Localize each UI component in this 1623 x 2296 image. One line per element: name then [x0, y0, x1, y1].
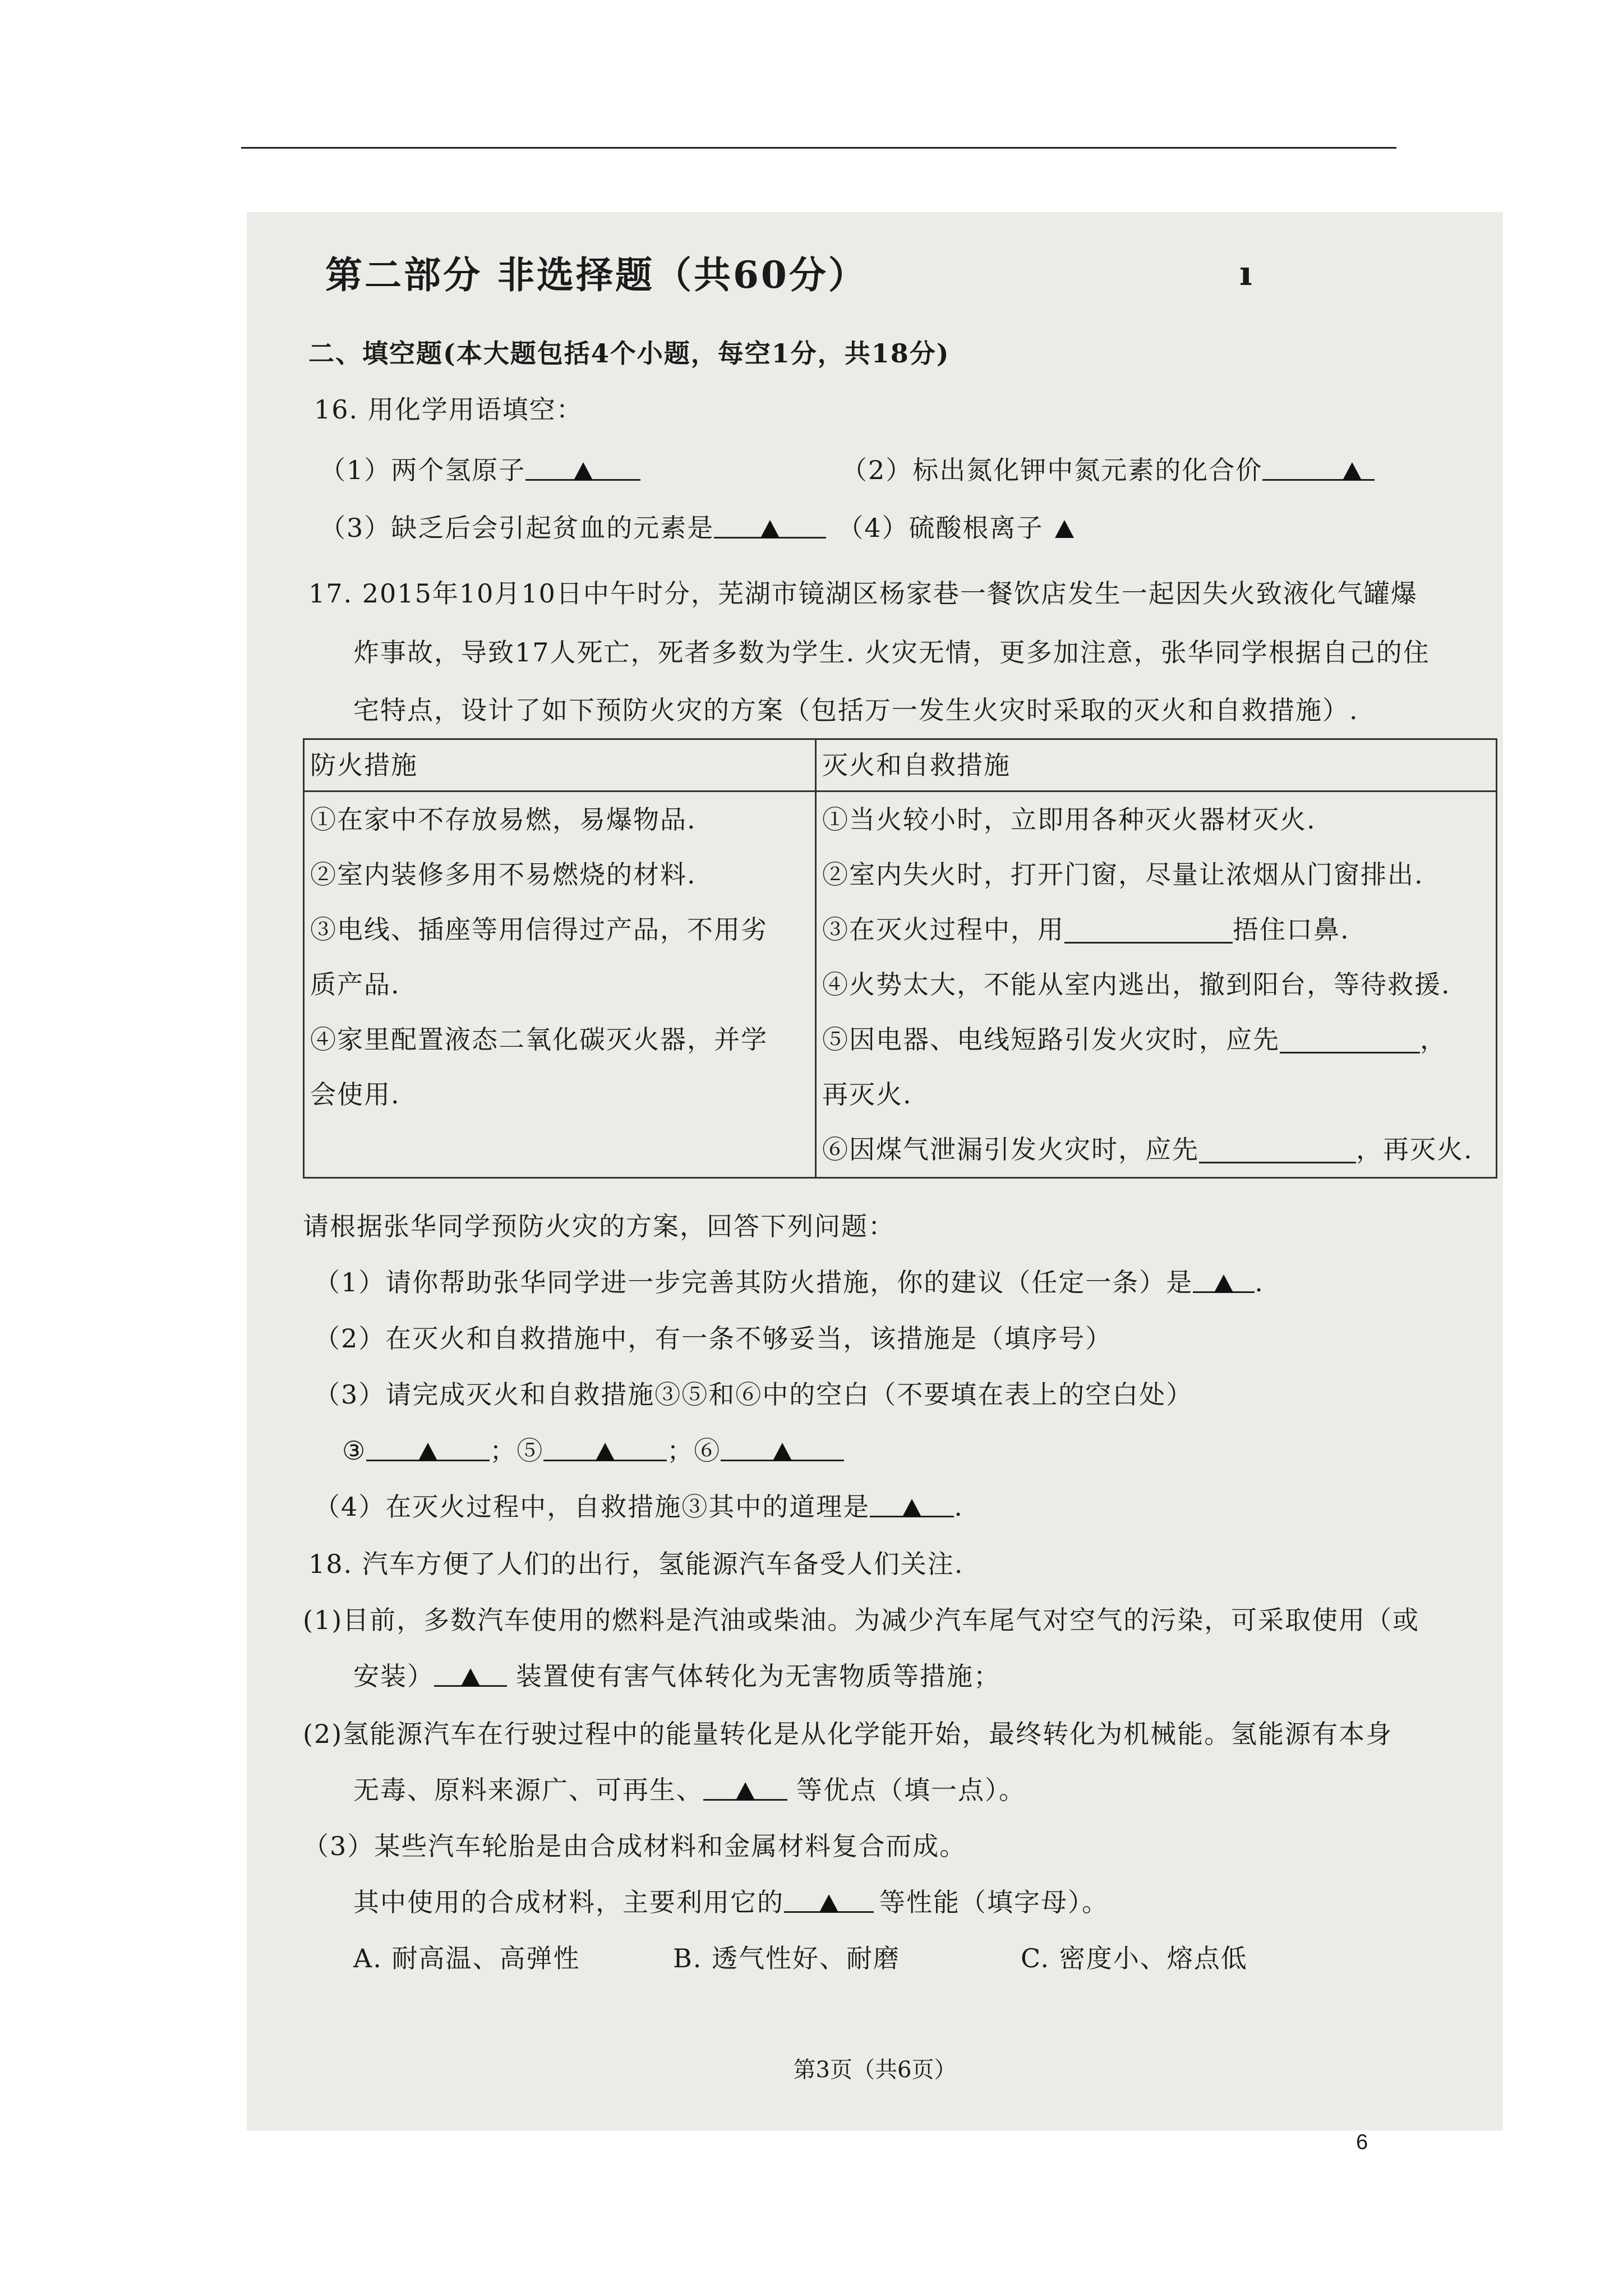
- scanned-exam-page: [247, 212, 1503, 2131]
- q18-part-1-a: (1)目前，多数汽车使用的燃料是汽油或柴油。为减少汽车尾气对空气的污染，可采取使用（或: [303, 1605, 1420, 1635]
- prevention-item: ③电线、插座等用信得过产品，不用劣: [310, 914, 768, 945]
- q17-sub-4: （4）在灭火过程中，自救措施③其中的道理是 .: [314, 1490, 963, 1524]
- section-title: 第二部分 非选择题（共60分）: [325, 253, 868, 297]
- page-number: 6: [1356, 2131, 1368, 2154]
- blank-marker-icon: [461, 1668, 480, 1686]
- q16-item-3: （3）缺乏后会引起贫血的元素是 （4）硫酸根离子: [320, 511, 1074, 545]
- blank-marker-icon: [736, 1782, 755, 1800]
- blank-marker-icon: [574, 462, 593, 480]
- q16-stem: 16. 用化学用语填空：: [314, 394, 583, 425]
- part-heading: 二、填空题(本大题包括4个小题，每空1分，共18分): [308, 338, 950, 369]
- q17-prompt: 请根据张华同学预防火灾的方案，回答下列问题：: [303, 1211, 895, 1241]
- q17-sub-2: （2）在灭火和自救措施中，有一条不够妥当，该措施是（填序号）: [314, 1323, 1113, 1354]
- table-header-prevention: 防火措施: [310, 750, 418, 780]
- q18-part-3-b: 其中使用的合成材料，主要利用它的 等性能（填字母）。: [353, 1885, 1109, 1919]
- q17-line-3: 宅特点，设计了如下预防火灾的方案（包括万一发生火灾时采取的灭火和自救措施）.: [353, 695, 1359, 725]
- fire-plan-table: [303, 738, 1497, 1179]
- q18-part-3-a: （3）某些汽车轮胎是由合成材料和金属材料复合而成。: [303, 1831, 967, 1861]
- q18-part-2-b: 无毒、原料来源广、可再生、 等优点（填一点）。: [353, 1773, 1026, 1807]
- prevention-item: 质产品.: [310, 969, 400, 1000]
- blank-marker-icon: [902, 1499, 921, 1517]
- rescue-item: ②室内失火时，打开门窗，尽量让浓烟从门窗排出.: [822, 859, 1424, 890]
- blank-marker-icon: [819, 1894, 838, 1912]
- q17-line-2: 炸事故，导致17人死亡，死者多数为学生. 火灾无情，更多加注意，张华同学根据自己的住: [353, 637, 1430, 668]
- q18-part-2-a: (2)氢能源汽车在行驶过程中的能量转化是从化学能开始，最终转化为机械能。氢能源有本身: [303, 1719, 1393, 1749]
- q16-item-2: （2）标出氮化钾中氮元素的化合价: [841, 453, 1375, 487]
- q18-part-1-b: 安装） 装置使有害气体转化为无害物质等措施；: [353, 1659, 1000, 1693]
- blank-marker-icon: [1214, 1274, 1233, 1292]
- pen-mark: ı: [1239, 254, 1252, 293]
- q18-option-a: A. 耐高温、高弹性: [353, 1943, 580, 1973]
- prevention-item: ④家里配置液态二氧化碳灭火器，并学: [310, 1024, 768, 1055]
- q17-line-1: 17. 2015年10月10日中午时分，芜湖市镜湖区杨家巷一餐饮店发生一起因失火致液化气罐爆: [308, 578, 1418, 609]
- rescue-item: ④火势太大，不能从室内逃出，撤到阳台，等待救援.: [822, 969, 1451, 1000]
- q17-sub-3: （3）请完成灭火和自救措施③⑤和⑥中的空白（不要填在表上的空白处）: [314, 1379, 1193, 1410]
- prevention-item: 会使用.: [310, 1079, 400, 1110]
- blank-marker-icon: [760, 520, 780, 538]
- blank-marker-icon: [1343, 462, 1362, 480]
- q18-option-b: B. 透气性好、耐磨: [673, 1943, 901, 1973]
- rescue-item: ③在灭火过程中，用 捂住口鼻.: [822, 914, 1350, 945]
- blank-marker-icon: [773, 1443, 792, 1461]
- prevention-item: ②室内装修多用不易燃烧的材料.: [310, 859, 697, 890]
- q17-sub-3-fills: ③ ；⑤ ；⑥: [342, 1434, 844, 1467]
- table-header-rescue: 灭火和自救措施: [822, 750, 1011, 780]
- blank-marker-icon: [418, 1443, 437, 1461]
- rescue-item: ⑤因电器、电线短路引发火灾时，应先 ，: [822, 1024, 1447, 1055]
- q16-item-1: （1）两个氢原子: [320, 453, 640, 487]
- blank-marker-icon: [1055, 520, 1074, 538]
- scan-footer-page: 第3页（共6页）: [793, 2057, 957, 2083]
- blank-marker-icon: [596, 1443, 615, 1461]
- rescue-item: ①当火较小时，立即用各种灭火器材灭火.: [822, 804, 1316, 835]
- q17-sub-1: （1）请你帮助张华同学进一步完善其防火措施，你的建议（任定一条）是 .: [314, 1266, 1264, 1299]
- rescue-item: 再灭火.: [822, 1079, 912, 1110]
- header-rule: [241, 147, 1396, 149]
- q18-stem: 18. 汽车方便了人们的出行，氢能源汽车备受人们关注.: [308, 1549, 964, 1579]
- prevention-item: ①在家中不存放易燃，易爆物品.: [310, 804, 697, 835]
- q18-option-c: C. 密度小、熔点低: [1021, 1943, 1248, 1973]
- rescue-item: ⑥因煤气泄漏引发火灾时，应先 ，再灭火.: [822, 1134, 1473, 1165]
